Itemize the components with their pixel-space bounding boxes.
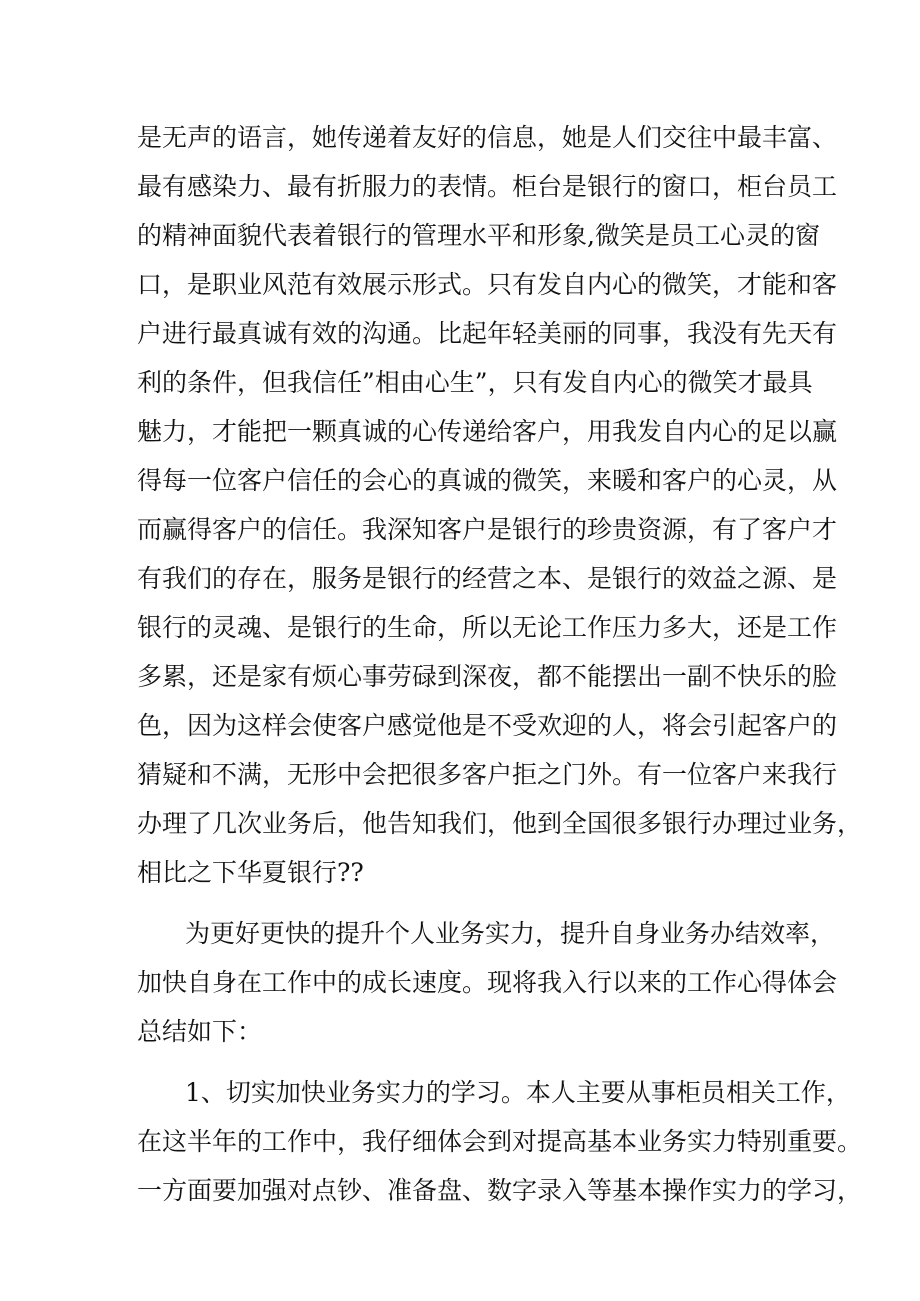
text-line: 户进行最真诚有效的沟通。比起年轻美丽的同事，我没有先天有 <box>137 319 838 348</box>
text-line: 最有感染力、最有折服力的表情。柜台是银行的窗口，柜台员工 <box>137 172 838 201</box>
paragraph-1 <box>137 113 863 897</box>
text-line: 色，因为这样会使客户感觉他是不受欢迎的人，将会引起客户的 <box>137 711 838 740</box>
text-line: 总结如下： <box>137 1017 263 1046</box>
text-line: 的精神面貌代表着银行的管理水平和形象,微笑是员工心灵的窗 <box>137 221 820 250</box>
text-line: 加快自身在工作中的成长速度。现将我入行以来的工作心得体会 <box>137 968 838 997</box>
text-line: 口，是职业风范有效展示形式。只有发自内心的微笑，才能和客 <box>137 270 838 299</box>
text-line: 得每一位客户信任的会心的真诚的微笑，来暖和客户的心灵，从 <box>137 466 838 495</box>
text-line: 多累，还是家有烦心事劳碌到深夜，都不能摆出一副不快乐的脸 <box>137 662 838 691</box>
text-line: 而赢得客户的信任。我深知客户是银行的珍贵资源，有了客户才 <box>137 515 838 544</box>
text-line: 一方面要加强对点钞、准备盘、数字录入等基本操作实力的学习， <box>137 1176 863 1205</box>
text-line: 猜疑和不满，无形中会把很多客户拒之门外。有一位客户来我行 <box>137 760 838 789</box>
text-line: 相比之下华夏银行?? <box>137 858 364 887</box>
document-body <box>137 113 863 1215</box>
text-line: 魅力，才能把一颗真诚的心传递给客户，用我发自内心的足以赢 <box>137 417 838 446</box>
text-line: 办理了几次业务后，他告知我们，他到全国很多银行办理过业务， <box>137 809 863 838</box>
paragraph-3 <box>137 1068 863 1215</box>
text-line: 利的条件，但我信任”相由心生”，只有发自内心的微笑才最具 <box>137 368 813 397</box>
paragraph-2 <box>137 909 838 1056</box>
text-line: 是无声的语言，她传递着友好的信息，她是人们交往中最丰富、 <box>137 123 838 152</box>
text-line: 在这半年的工作中，我仔细体会到对提高基本业务实力特别重要。 <box>137 1127 863 1156</box>
text-line: 1、切实加快业务实力的学习。本人主要从事柜员相关工作， <box>185 1078 851 1107</box>
text-line: 银行的灵魂、是银行的生命，所以无论工作压力多大，还是工作 <box>137 613 838 642</box>
text-line: 为更好更快的提升个人业务实力，提升自身业务办结效率， <box>185 919 836 948</box>
text-line: 有我们的存在，服务是银行的经营之本、是银行的效益之源、是 <box>137 564 838 593</box>
